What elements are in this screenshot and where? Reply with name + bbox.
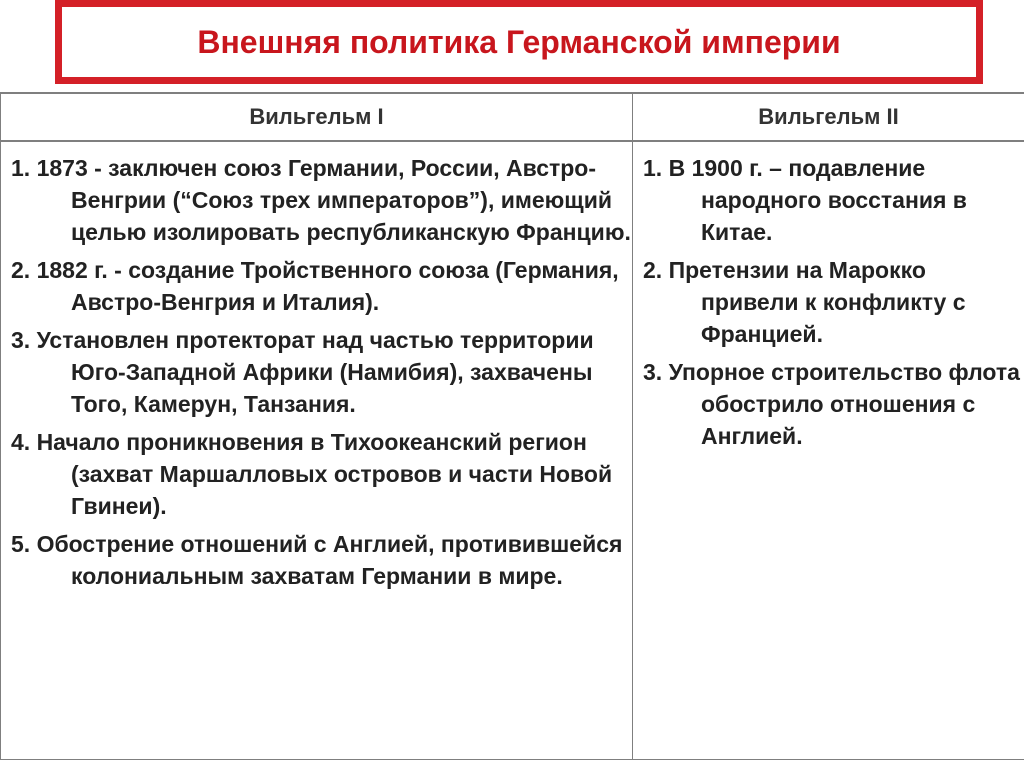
list-item: 2. Претензии на Марокко привели к конфликту с Францией. [643, 257, 966, 347]
table-header-row [1, 93, 1024, 141]
table-body-row [1, 141, 1024, 760]
list-item: 1. 1873 - заключен союз Германии, России, Австро-Венгрии (“Союз трех императоров”), имеющий целью изолировать республиканскую Францию. [11, 155, 631, 245]
list-item: 2. 1882 г. - создание Тройственного союза (Германия, Австро-Венгрия и Италия). [11, 257, 619, 315]
policy-table [0, 92, 1024, 760]
column-wilhelm-1 [1, 141, 633, 760]
list-item: 3. Упорное строительство флота обострило отношения с Англией. [643, 359, 1020, 449]
list-wilhelm-1 [1, 142, 632, 592]
slide-title: Внешняя политика Германской империи [197, 23, 841, 60]
title-box [55, 0, 983, 84]
column-wilhelm-2 [633, 141, 1024, 760]
list-item: 4. Начало проникновения в Тихоокеанский регион (захват Маршалловых островов и части Новой Гвинеи). [11, 429, 613, 519]
column-header-wilhelm-1: Вильгельм I [1, 93, 633, 141]
column-header-wilhelm-2: Вильгельм II [633, 93, 1024, 141]
list-item: 3. Установлен протекторат над частью территории Юго-Западной Африки (Намибия), захвачены Того, Камерун, Танзания. [11, 327, 594, 417]
list-item: 1. В 1900 г. – подавление народного восстания в Китае. [643, 155, 967, 245]
list-item: 5. Обострение отношений с Англией, противившейся колониальным захватам Германии в мире. [11, 531, 623, 589]
list-wilhelm-2 [633, 142, 1024, 452]
